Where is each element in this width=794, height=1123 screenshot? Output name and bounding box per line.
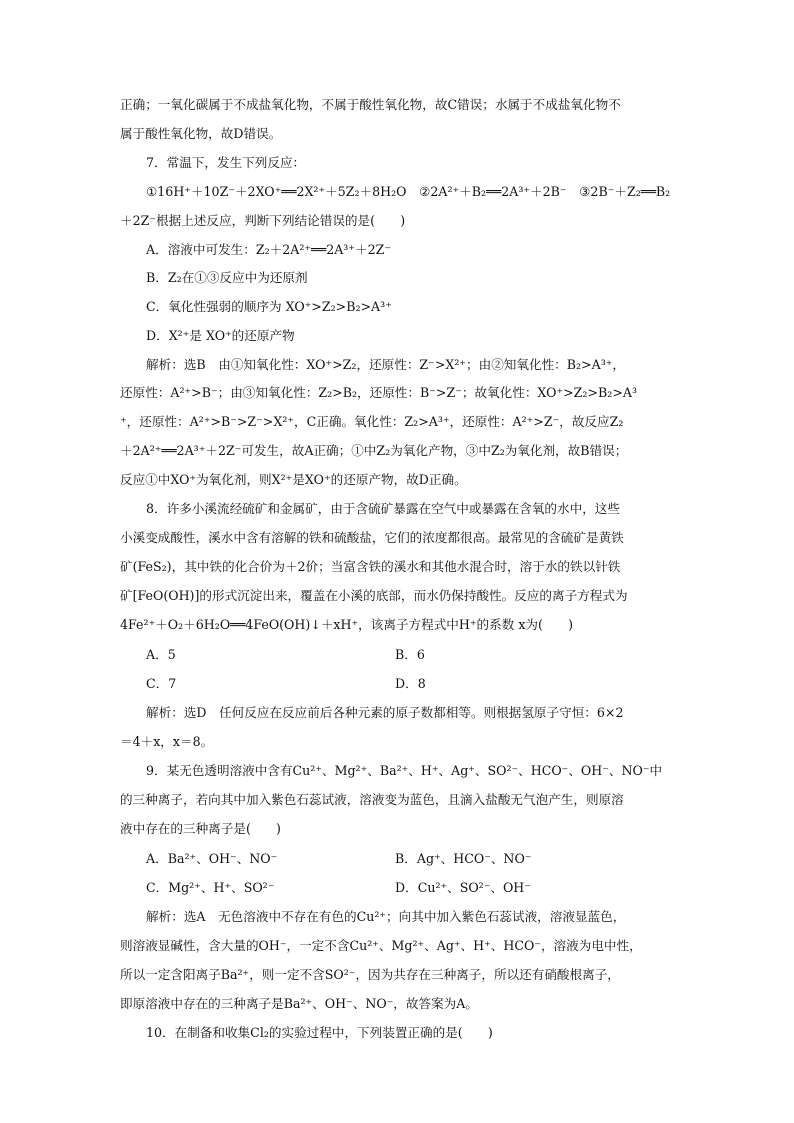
reaction-equations: ①16H⁺＋10Z⁻＋2XO⁺══2X²⁺＋5Z₂＋8H₂O ②2A²⁺＋B₂══2A³⁺＋2B⁻ ③2B⁻＋Z₂══B₂ <box>146 184 671 199</box>
option-a: A．Ba²⁺、OH⁻、NO⁻ <box>146 851 278 866</box>
analysis-9: 解析：选A 无色溶液中不存在有色的Cu²⁺；向其中加入紫色石蕊试液，溶液显蓝色， <box>146 909 626 924</box>
text-line: 矿(FeS₂)，其中铁的化合价为＋2价；当富含铁的溪水和其他水混合时，溶于水的铁以针铁 <box>120 559 621 574</box>
text-line: 反应①中XO⁺为氧化剂，则X²⁺是XO⁺的还原产物，故D正确。 <box>120 472 467 487</box>
text-line: 小溪变成酸性，溪水中含有溶解的铁和硫酸盐，它们的浓度都很高。最常见的含硫矿是黄铁 <box>120 530 624 545</box>
option-a: A．5 <box>146 647 176 662</box>
text-line: ＝4＋x，x＝8。 <box>120 734 214 749</box>
text-line: 属于酸性氧化物，故D错误。 <box>120 126 282 141</box>
option-d: D．X²⁺是 XO⁺的还原产物 <box>146 328 295 343</box>
text-line: 即原溶液中存在的三种离子是Ba²⁺、OH⁻、NO⁻，故答案为A。 <box>120 996 478 1011</box>
text-line: 液中存在的三种离子是( ) <box>120 821 281 836</box>
question-8-stem: 8．许多小溪流经硫矿和金属矿，由于含硫矿暴露在空气中或暴露在含氧的水中，这些 <box>146 501 620 516</box>
option-d: D．Cu²⁺、SO²⁻、OH⁻ <box>395 880 531 895</box>
option-b: B．6 <box>395 647 425 662</box>
option-c: C．7 <box>146 676 177 691</box>
text-line: ＋2A²⁺══2A³⁺＋2Z⁻可发生，故A正确；①中Z₂为氧化产物，③中Z₂为氧化剂，故B错误； <box>120 443 628 458</box>
text-line: ＋2Z⁻根据上述反应，判断下列结论错误的是( ) <box>120 213 406 228</box>
option-d: D．8 <box>395 676 426 691</box>
option-b: B．Z₂在①③反应中为还原剂 <box>146 270 308 285</box>
question-10-stem: 10．在制备和收集Cl₂的实验过程中，下列装置正确的是( ) <box>146 1025 493 1040</box>
question-7-stem: 7．常温下，发生下列反应： <box>146 155 306 170</box>
question-9-stem: 9．某无色透明溶液中含有Cu²⁺、Mg²⁺、Ba²⁺、H⁺、Ag⁺、SO²⁻、HCO⁻、OH⁻、NO⁻中 <box>146 763 663 778</box>
text-line: 所以一定含阳离子Ba²⁺，则一定不含SO²⁻，因为共存在三种离子，所以还有硝酸根离子， <box>120 967 620 982</box>
text-line: 正确；一氧化碳属于不成盐氧化物，不属于酸性氧化物，故C错误；水属于不成盐氧化物不 <box>120 97 621 112</box>
text-line: 则溶液显碱性，含大量的OH⁻，一定不含Cu²⁺、Mg²⁺、Ag⁺、H⁺、HCO⁻，溶液为电中性， <box>120 938 642 953</box>
analysis-8: 解析：选D 任何反应在反应前后各种元素的原子数都相等。则根据氢原子守恒：6×2 <box>146 705 624 720</box>
option-c: C．Mg²⁺、H⁺、SO²⁻ <box>146 880 275 895</box>
text-line: 矿[FeO(OH)]的形式沉淀出来，覆盖在小溪的底部，而水仍保持酸性。反应的离子方程式为 <box>120 588 628 603</box>
text-line: 4Fe²⁺＋O₂＋6H₂O══4FeO(OH)↓＋xH⁺，该离子方程式中H⁺的系数 x为( ) <box>120 617 574 632</box>
option-b: B．Ag⁺、HCO⁻、NO⁻ <box>395 851 532 866</box>
analysis-7: 解析：选B 由①知氧化性：XO⁺>Z₂，还原性：Z⁻>X²⁺；由②知氧化性：B₂>A³⁺， <box>146 357 626 372</box>
text-line: ⁺，还原性：A²⁺>B⁻>Z⁻>X²⁺，C正确。氧化性：Z₂>A³⁺，还原性：A²⁺>Z⁻，故反应Z₂ <box>120 414 624 429</box>
option-a: A．溶液中可发生：Z₂＋2A²⁺══2A³⁺＋2Z⁻ <box>146 242 392 257</box>
text-line: 的三种离子，若向其中加入紫色石蕊试液，溶液变为蓝色，且滴入盐酸无气泡产生，则原溶 <box>120 792 624 807</box>
option-c: C．氧化性强弱的顺序为 XO⁺>Z₂>B₂>A³⁺ <box>146 299 392 314</box>
text-line: 还原性：A²⁺>B⁻；由③知氧化性：Z₂>B₂，还原性：B⁻>Z⁻；故氧化性：XO⁺>Z₂>B₂>A³ <box>120 385 638 400</box>
